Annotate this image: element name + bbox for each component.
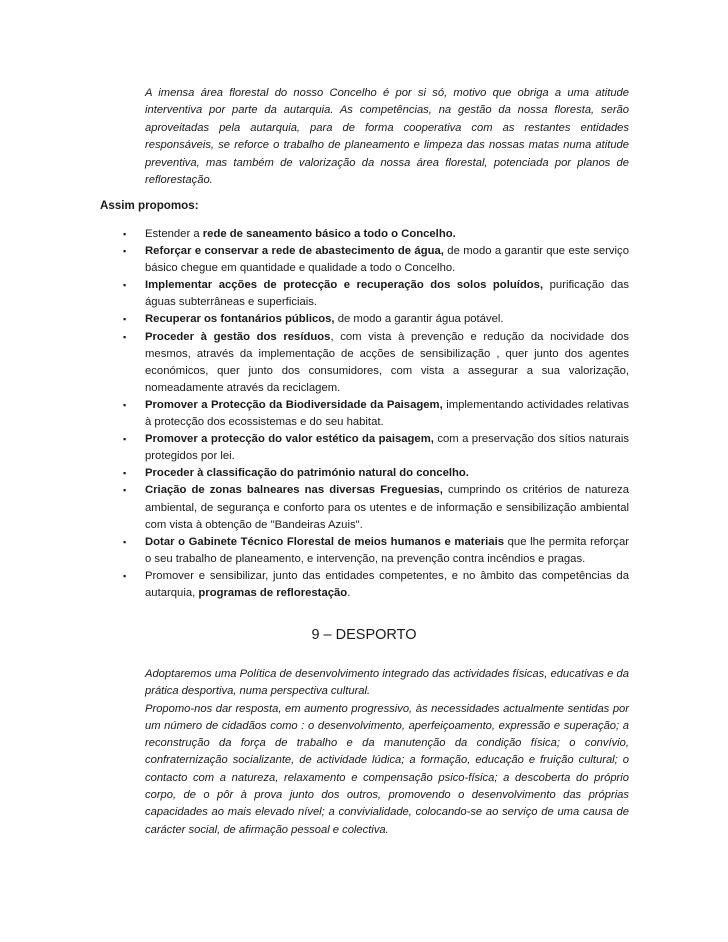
proposal-emphasis: Proceder à gestão dos resíduos bbox=[145, 330, 331, 343]
proposal-text: . bbox=[347, 586, 351, 599]
proposal-text: purificação das águas subterrâneas e superficiais. bbox=[145, 279, 629, 309]
section-title: 9 – DESPORTO bbox=[311, 627, 417, 643]
proposal-text: de modo a garantir que este serviço básico chegue em quantidade e qualidade a todo o Concelho. bbox=[145, 245, 629, 275]
proposal-emphasis: Reforçar e conservar a rede de abastecimento de água, bbox=[145, 245, 444, 258]
square-bullet-icon: ▪ bbox=[123, 280, 127, 291]
square-bullet-icon: ▪ bbox=[123, 314, 127, 325]
proposal-emphasis: Proceder à classificação do património natural do concelho. bbox=[145, 467, 469, 480]
proposal-item bbox=[123, 397, 629, 431]
closing-section bbox=[145, 666, 629, 839]
square-bullet-icon: ▪ bbox=[123, 331, 127, 342]
proposal-text: , com vista à prevenção e redução da nocividade dos mesmos, através da implementação de acções de sensibilização , quer junto dos agentes económicos, quer junto dos consumidores, com vista a assegurar a sua valorização, nomeadamente através da reciclagem. bbox=[145, 330, 629, 394]
proposal-item bbox=[123, 329, 629, 397]
closing-paragraph: Adoptaremos uma Política de desenvolvimento integrado das actividades físicas, educativas e da prática desportiva, numa perspectiva cultural. bbox=[145, 668, 629, 698]
proposal-emphasis: programas de reflorestação bbox=[198, 586, 348, 599]
square-bullet-icon: ▪ bbox=[123, 468, 127, 479]
square-bullet-icon: ▪ bbox=[123, 485, 127, 496]
square-bullet-icon: ▪ bbox=[123, 229, 127, 239]
square-bullet-icon: ▪ bbox=[123, 246, 127, 257]
proposal-emphasis: Implementar acções de protecção e recuperação dos solos poluídos, bbox=[145, 279, 544, 292]
proposal-item bbox=[123, 431, 629, 465]
proposal-text: que lhe permita reforçar o seu trabalho de planeamento, e intervenção, na prevenção contra incêndios e pragas. bbox=[145, 535, 629, 565]
proposal-emphasis: Recuperar os fontanários públicos, bbox=[145, 313, 335, 326]
proposal-emphasis: Criação de zonas balneares nas diversas Freguesias, bbox=[145, 484, 443, 497]
proposal-item bbox=[123, 534, 629, 568]
square-bullet-icon: ▪ bbox=[123, 570, 127, 581]
proposal-emphasis: Promover a Protecção da Biodiversidade da Paisagem, bbox=[145, 398, 443, 411]
proposal-text: cumprindo os critérios de natureza ambiental, de segurança e conforto para os utentes e de informação e sensibilização ambiental com vista à obtenção de "Bandeiras Azuis". bbox=[145, 484, 629, 531]
square-bullet-icon: ▪ bbox=[123, 434, 127, 445]
proposal-item bbox=[123, 568, 629, 602]
proposal-item bbox=[123, 226, 629, 243]
proposal-emphasis: Dotar o Gabinete Técnico Florestal de meios humanos e materiais bbox=[145, 535, 505, 548]
proposal-text: implementando actividades relativas à protecção dos ecossistemas e do seu habitat. bbox=[145, 398, 629, 429]
square-bullet-icon: ▪ bbox=[123, 536, 127, 547]
proposal-emphasis: Promover a protecção do valor estético da paisagem, bbox=[145, 433, 434, 446]
closing-paragraph: Propomo-nos dar resposta, em aumento progressivo, às necessidades actualmente sentidas por um número de cidadãos como : o desenvolvimento, aperfeiçoamento, expressão e superação; a reconstrução da força de trabalho e da manutenção da condição física; o convívio, confraternização socializante, de actividade lúdica; a formação, educação e fruição cultural; o contacto com a natureza, relaxamento e compensação psico-física; a descoberta do próprio corpo, de o pôr à prova junto dos outros, promovendo o desenvolvimento das próprias capacidades ao mais elevado nível; a convivialidade, colocando-se ao serviço de uma causa de carácter social, de afirmação pessoal e colectiva. bbox=[145, 702, 629, 836]
proposal-item bbox=[123, 277, 629, 311]
proposal-item bbox=[123, 311, 629, 328]
intro-paragraph: A imensa área florestal do nosso Concelho é por si só, motivo que obriga a uma atitude interventiva por parte da autarquia. As competências, na gestão da nossa floresta, serão aproveitadas pela autarquia, para de forma cooperativa com as restantes entidades responsáveis, se reforce o trabalho de planeamento e limpeza das nossas matas numa atitude preventiva, mas também de valorização da nossa área florestal, potenciada por planos de reflorestação. bbox=[145, 87, 629, 187]
square-bullet-icon: ▪ bbox=[123, 399, 127, 410]
proposal-item bbox=[123, 465, 629, 482]
proposal-item bbox=[123, 482, 629, 533]
proposal-emphasis: rede de saneamento básico a todo o Concelho. bbox=[202, 228, 456, 240]
proposal-text: com a preservação dos sítios naturais protegidos por lei. bbox=[145, 433, 629, 463]
proposal-text: de modo a garantir água potável. bbox=[334, 313, 504, 326]
proposal-text: Promover e sensibilizar, junto das entidades competentes, e no âmbito das competências da autarquia, bbox=[145, 569, 629, 599]
proposal-item bbox=[123, 243, 629, 277]
proposal-text: Estender a bbox=[145, 228, 203, 240]
proposals-heading: Assim propomos: bbox=[100, 199, 199, 212]
proposals-list bbox=[123, 226, 629, 602]
